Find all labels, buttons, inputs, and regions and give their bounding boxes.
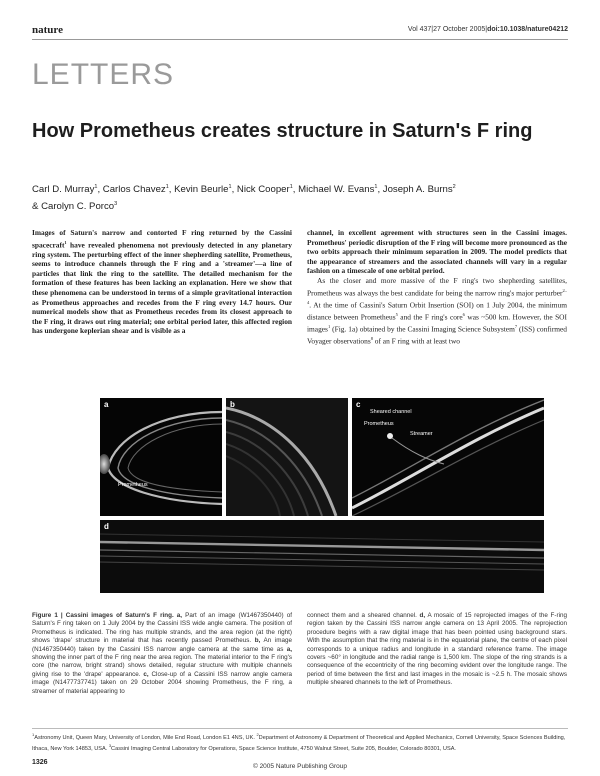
caption-right-segment: d, — [419, 612, 426, 619]
author-name: Carl D. Murray — [32, 184, 95, 196]
panel-b — [226, 398, 348, 516]
caption-left-segment: c, — [143, 670, 149, 678]
author-name: Joseph A. Burns — [382, 184, 453, 196]
affiliations-footnote — [32, 731, 568, 754]
panel-b-image — [226, 398, 348, 516]
author-name: & Carolyn C. Porco — [32, 201, 115, 213]
caption-text-left — [32, 612, 292, 696]
body-segment: and the F ring's core — [397, 312, 463, 322]
author-name: Kevin Beurle — [174, 184, 229, 196]
abstract-segment: 1 — [64, 239, 67, 245]
footnote-segment: 1 — [32, 732, 35, 737]
author-affiliation: 3 — [114, 201, 118, 208]
body-segment: was ~500 km. However, the SOI images — [307, 312, 567, 334]
prometheus-label-c: Prometheus — [364, 421, 394, 427]
footnote-rule — [32, 728, 568, 729]
body-segment: . At the time of Cassini's Saturn Orbit Insertion (SOI) on 1 July 2004, the minimum distance between Prometheus — [307, 300, 567, 322]
body-segment: 6 — [462, 311, 465, 317]
author-affiliation: 1 — [289, 184, 293, 190]
panel-c-image — [352, 398, 544, 516]
article-title: How Prometheus creates structure in Saturn's F ring — [32, 120, 533, 142]
caption-right-segment: A mosaic of 15 reprojected images of the F-ring region taken by the Cassini ISS narrow angle camera on 13 April 2005. The reprojection procedure begins with a raw digital image that has been pointed using background stars. With the assumption that the ring material is in the equatorial plane, the centre of each pixel corresponds to a unique radius and longitude in a standard reference frame. The image covers ~60° in longitude and the radial range is 1,500 km. The slope of the ring strands is a consequence of the eccentricity of the ring becoming evident over the longitude range. The period of time between the first and last images in the mosaic is ~2.5 h. The mosaic shows multiple sheared channels to the left of Prometheus. — [307, 612, 567, 687]
caption-text-right — [307, 612, 567, 688]
panel-a — [100, 398, 222, 516]
author-affiliation: 2 — [452, 184, 456, 190]
figure-1 — [100, 398, 544, 593]
panel-a-image — [100, 398, 222, 516]
panel-a-label: a — [104, 400, 109, 409]
caption-left-segment: Close-up of a Cassini ISS narrow angle camera image (N1477737741) taken on 29 October 2004 showing Prometheus, the F ring, a streamer of material appearing to — [32, 670, 292, 695]
abstract-column — [32, 228, 292, 336]
author-affiliation: 1 — [228, 184, 232, 190]
caption-left-segment: a, — [286, 645, 292, 653]
footnote-segment: Astronomy Unit, Queen Mary, University of London, Mile End Road, London E1 4NS, UK. — [34, 734, 257, 741]
panel-d-image — [100, 520, 544, 593]
body-segment: 7 — [514, 323, 518, 329]
abstract-text — [32, 228, 292, 336]
abstract-segment: have revealed phenomena not previously detected in any planetary ring system. The perturbing effect of the inner shepherding satellite, Prometheus, seems to introduce channels through the F ring and a 'streamer'—a line of particles that link the ring to the satellite. The detailed mechanism for the formation of these features has been lacking an explanation. Here we show that these phenomena can be understood in terms of a simple gravitational interaction as Prometheus approaches and recedes from the F ring every 14.7 hours. Our numerical models show that as Prometheus recedes from its closest approach to the F ring, it draws out ring material; one orbital period later, this affected region has undergone keplerian shear and is visible as a — [32, 240, 292, 336]
caption-left-segment: Part of an image (W1467350440) of Saturn's F ring taken on 1 July 2004 by the Cassini ISS wide angle camera. The position of Prometheus is indicated. The ring has multiple strands, and the area region (at the right) shows 'drape' structure in material that has recently passed Prometheus. — [32, 612, 292, 645]
figure-caption-right — [307, 612, 567, 688]
body-segment: (ISS) confirmed Voyager observations — [307, 324, 567, 346]
panel-d — [100, 520, 544, 593]
author-list: Carl D. Murray$^1$, Carlos Chavez$^1$, Kevin Beurle$^1$, Nick Cooper$^1$, Michael W. Evans$^1$, Joseph A. Burns$^2$ & Carolyn C. Porco$^3$ — [32, 184, 456, 213]
panel-c — [352, 398, 544, 516]
figure-caption-left — [32, 612, 292, 696]
right-text-column — [307, 228, 567, 346]
prometheus-label-a: Prometheus — [118, 482, 148, 488]
journal-name: nature — [32, 24, 63, 36]
author-affiliation: 1 — [165, 184, 169, 190]
author-affiliation: 1 — [94, 184, 98, 190]
panel-d-label: d — [104, 522, 109, 531]
copyright: © 2005 Nature Publishing Group — [252, 763, 348, 770]
body-segment: of an F ring with at least two — [372, 336, 460, 346]
caption-left-segment: b, — [254, 637, 261, 645]
author-name: Nick Cooper — [236, 184, 290, 196]
header-rule — [32, 39, 568, 40]
body-segment: 8 — [370, 335, 373, 341]
abstract-continuation: channel, in excellent agreement with structures seen in the Cassini images. Prometheus' periodic disruption of the F ring will become more pronounced as the two orbits approach their minimum separation in 2009. The model predicts that the appearance of streamers and the associated channels will vary in a regular fashion on a timescale of one orbital period. — [307, 228, 567, 276]
page-number: 1326 — [32, 759, 48, 766]
volume-info — [408, 26, 568, 33]
caption-left-segment: Figure 1 | Cassini images of Saturn's F ring. a, — [32, 612, 183, 619]
volume-text: Vol 437|27 October 2005| — [407, 26, 488, 33]
author-affiliation: 1 — [374, 184, 378, 190]
author-name: Carlos Chavez — [102, 184, 166, 196]
body-paragraph — [307, 276, 567, 346]
section-heading: LETTERS — [32, 58, 175, 91]
body-segment: 1 — [327, 323, 331, 329]
caption-left-segment: An image (N1467350440) taken by the Cassini ISS narrow angle camera at the same time as — [32, 637, 292, 653]
body-segment: 2–4 — [307, 287, 567, 305]
body-segment: (Fig. 1a) obtained by the Cassini Imaging Science Subsystem — [330, 324, 515, 334]
abstract-segment: Images of Saturn's narrow and contorted F ring returned by the Cassini spacecraft — [32, 228, 292, 250]
footnote-segment: Cassini Imaging Central Laboratory for Operations, Space Science Institute, 4750 Walnut Street, Suite 205, Boulder, Colorado 80301, USA. — [111, 746, 456, 753]
caption-right-segment: connect them and a sheared channel. — [307, 612, 420, 619]
panel-b-label: b — [230, 400, 235, 409]
streamer-label: Streamer — [410, 431, 433, 437]
body-segment: As the closer and more massive of the F ring's two shepherding satellites, Prometheus was always the best candidate for being the narrow ring's major perturber — [307, 275, 567, 298]
footnote-segment: 2 — [256, 732, 259, 737]
footnote-segment: Department of Astronomy & Department of Theoretical and Applied Mechanics, Cornell University, Space Sciences Building, Ithaca, New York 14853, USA. — [32, 734, 566, 753]
caption-left-segment: showing the inner part of the F ring near the area region. The material interior to the F ring's core (the narrow, bright strand) shows detailed, regular structure with multiple channels giving rise to the 'drape' appearance. — [32, 654, 292, 678]
sheared-channel-label: Sheared channel — [370, 409, 412, 415]
author-name: Michael W. Evans — [298, 184, 375, 196]
doi-text[interactable]: doi:10.1038/nature04212 — [487, 26, 568, 33]
footnote-segment: 3 — [108, 743, 112, 749]
panel-c-label: c — [356, 400, 361, 409]
body-segment: 5 — [395, 311, 398, 317]
